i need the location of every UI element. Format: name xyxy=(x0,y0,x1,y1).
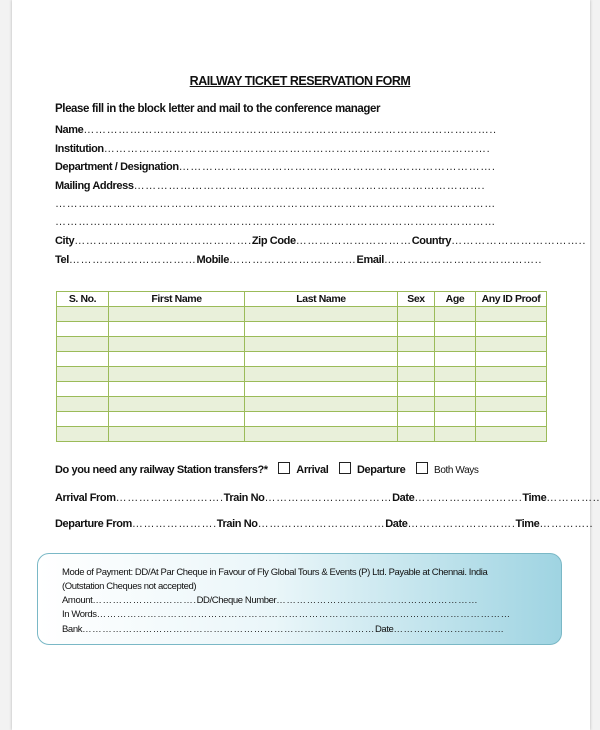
col-first-name: First Name xyxy=(109,292,245,307)
table-row[interactable] xyxy=(57,427,547,442)
department-label: Department / Designation xyxy=(55,161,179,173)
table-row[interactable] xyxy=(57,352,547,367)
address-line-2[interactable]: …………………………………………………………………………………………………… xyxy=(55,198,496,210)
institution-field[interactable]: Institution………………………………………………………………………………………. xyxy=(55,143,491,155)
arrival-train-no-label: Train No xyxy=(223,492,265,504)
tel-label: Tel xyxy=(55,254,69,266)
table-row[interactable] xyxy=(57,307,547,322)
col-id-proof: Any ID Proof xyxy=(476,292,547,307)
amount-row: Amount………………………….DD/Cheque Number…………………………………………………… xyxy=(62,595,479,606)
address-line-3[interactable]: …………………………………………………………………………………………………… xyxy=(55,216,496,228)
form-title: RAILWAY TICKET RESERVATION FORM xyxy=(189,74,411,88)
payment-mode-text: Mode of Payment: DD/At Par Cheque in Favour of Fly Global Tours & Events (P) Ltd. Payable at Chennai. India xyxy=(62,567,488,578)
department-field[interactable]: Department / Designation………………………………………………………………………. xyxy=(55,161,496,173)
bank-row: Bank……………………………………………………………………………Date…………………………… xyxy=(62,624,505,635)
both-ways-checkbox[interactable] xyxy=(416,462,428,474)
table-header-row xyxy=(57,292,547,307)
bank-label: Bank xyxy=(62,624,83,635)
departure-row: Departure From………………….Train No……………………………Date……………………….Time………….. xyxy=(55,518,594,530)
dd-number-label: DD/Cheque Number xyxy=(196,595,277,606)
name-field[interactable]: Name…………………………………………………………………………………………….. xyxy=(55,124,497,136)
tel-mobile-email-row: Tel……………………………Mobile……………………………Email………………………………….. xyxy=(55,254,543,266)
table-row[interactable] xyxy=(57,337,547,352)
zip-label: Zip Code xyxy=(251,235,296,247)
transfer-question: Do you need any railway Station transfers?* xyxy=(55,464,268,476)
table-row[interactable] xyxy=(57,382,547,397)
departure-date-label: Date xyxy=(385,518,408,530)
passenger-table xyxy=(56,291,547,442)
departure-time-label: Time xyxy=(515,518,540,530)
table-row[interactable] xyxy=(57,367,547,382)
table-row[interactable] xyxy=(57,412,547,427)
col-sex: Sex xyxy=(398,292,435,307)
arrival-checkbox[interactable] xyxy=(278,462,290,474)
arrival-option-label: Arrival xyxy=(296,464,329,476)
table-row[interactable] xyxy=(57,397,547,412)
payment-date-label: Date xyxy=(374,624,394,635)
arrival-time-label: Time xyxy=(522,492,547,504)
city-label: City xyxy=(55,235,75,247)
country-label: Country xyxy=(411,235,452,247)
both-ways-option-label: Both Ways xyxy=(434,465,479,476)
table-row[interactable] xyxy=(57,322,547,337)
instruction-text: Please fill in the block letter and mail to the conference manager xyxy=(55,103,381,115)
city-zip-country-row: City……………………………………….Zip Code…………………………Country…………………………….. xyxy=(55,235,586,247)
departure-from-label: Departure From xyxy=(55,518,132,530)
payment-note-text: (Outstation Cheques not accepted) xyxy=(62,581,197,592)
institution-label: Institution xyxy=(55,143,104,155)
in-words-label: In Words xyxy=(62,609,97,620)
amount-label: Amount xyxy=(62,595,93,606)
departure-checkbox[interactable] xyxy=(339,462,351,474)
email-label: Email xyxy=(356,254,384,266)
arrival-row: Arrival From……………………….Train No……………………………Date……………………….Time………….. xyxy=(55,492,600,504)
transfer-row xyxy=(55,462,478,476)
name-label: Name xyxy=(55,124,84,136)
departure-option-label: Departure xyxy=(357,464,406,476)
arrival-date-label: Date xyxy=(392,492,415,504)
departure-train-no-label: Train No xyxy=(216,518,258,530)
col-last-name: Last Name xyxy=(245,292,398,307)
mobile-label: Mobile xyxy=(196,254,229,266)
mailing-address-field[interactable]: Mailing Address………………………………………………………………………………. xyxy=(55,180,486,192)
mailing-address-label: Mailing Address xyxy=(55,180,134,192)
arrival-from-label: Arrival From xyxy=(55,492,116,504)
col-age: Age xyxy=(435,292,476,307)
in-words-row: In Words…………………………………………………………………………………………………………… xyxy=(62,609,511,620)
col-sno: S. No. xyxy=(57,292,109,307)
